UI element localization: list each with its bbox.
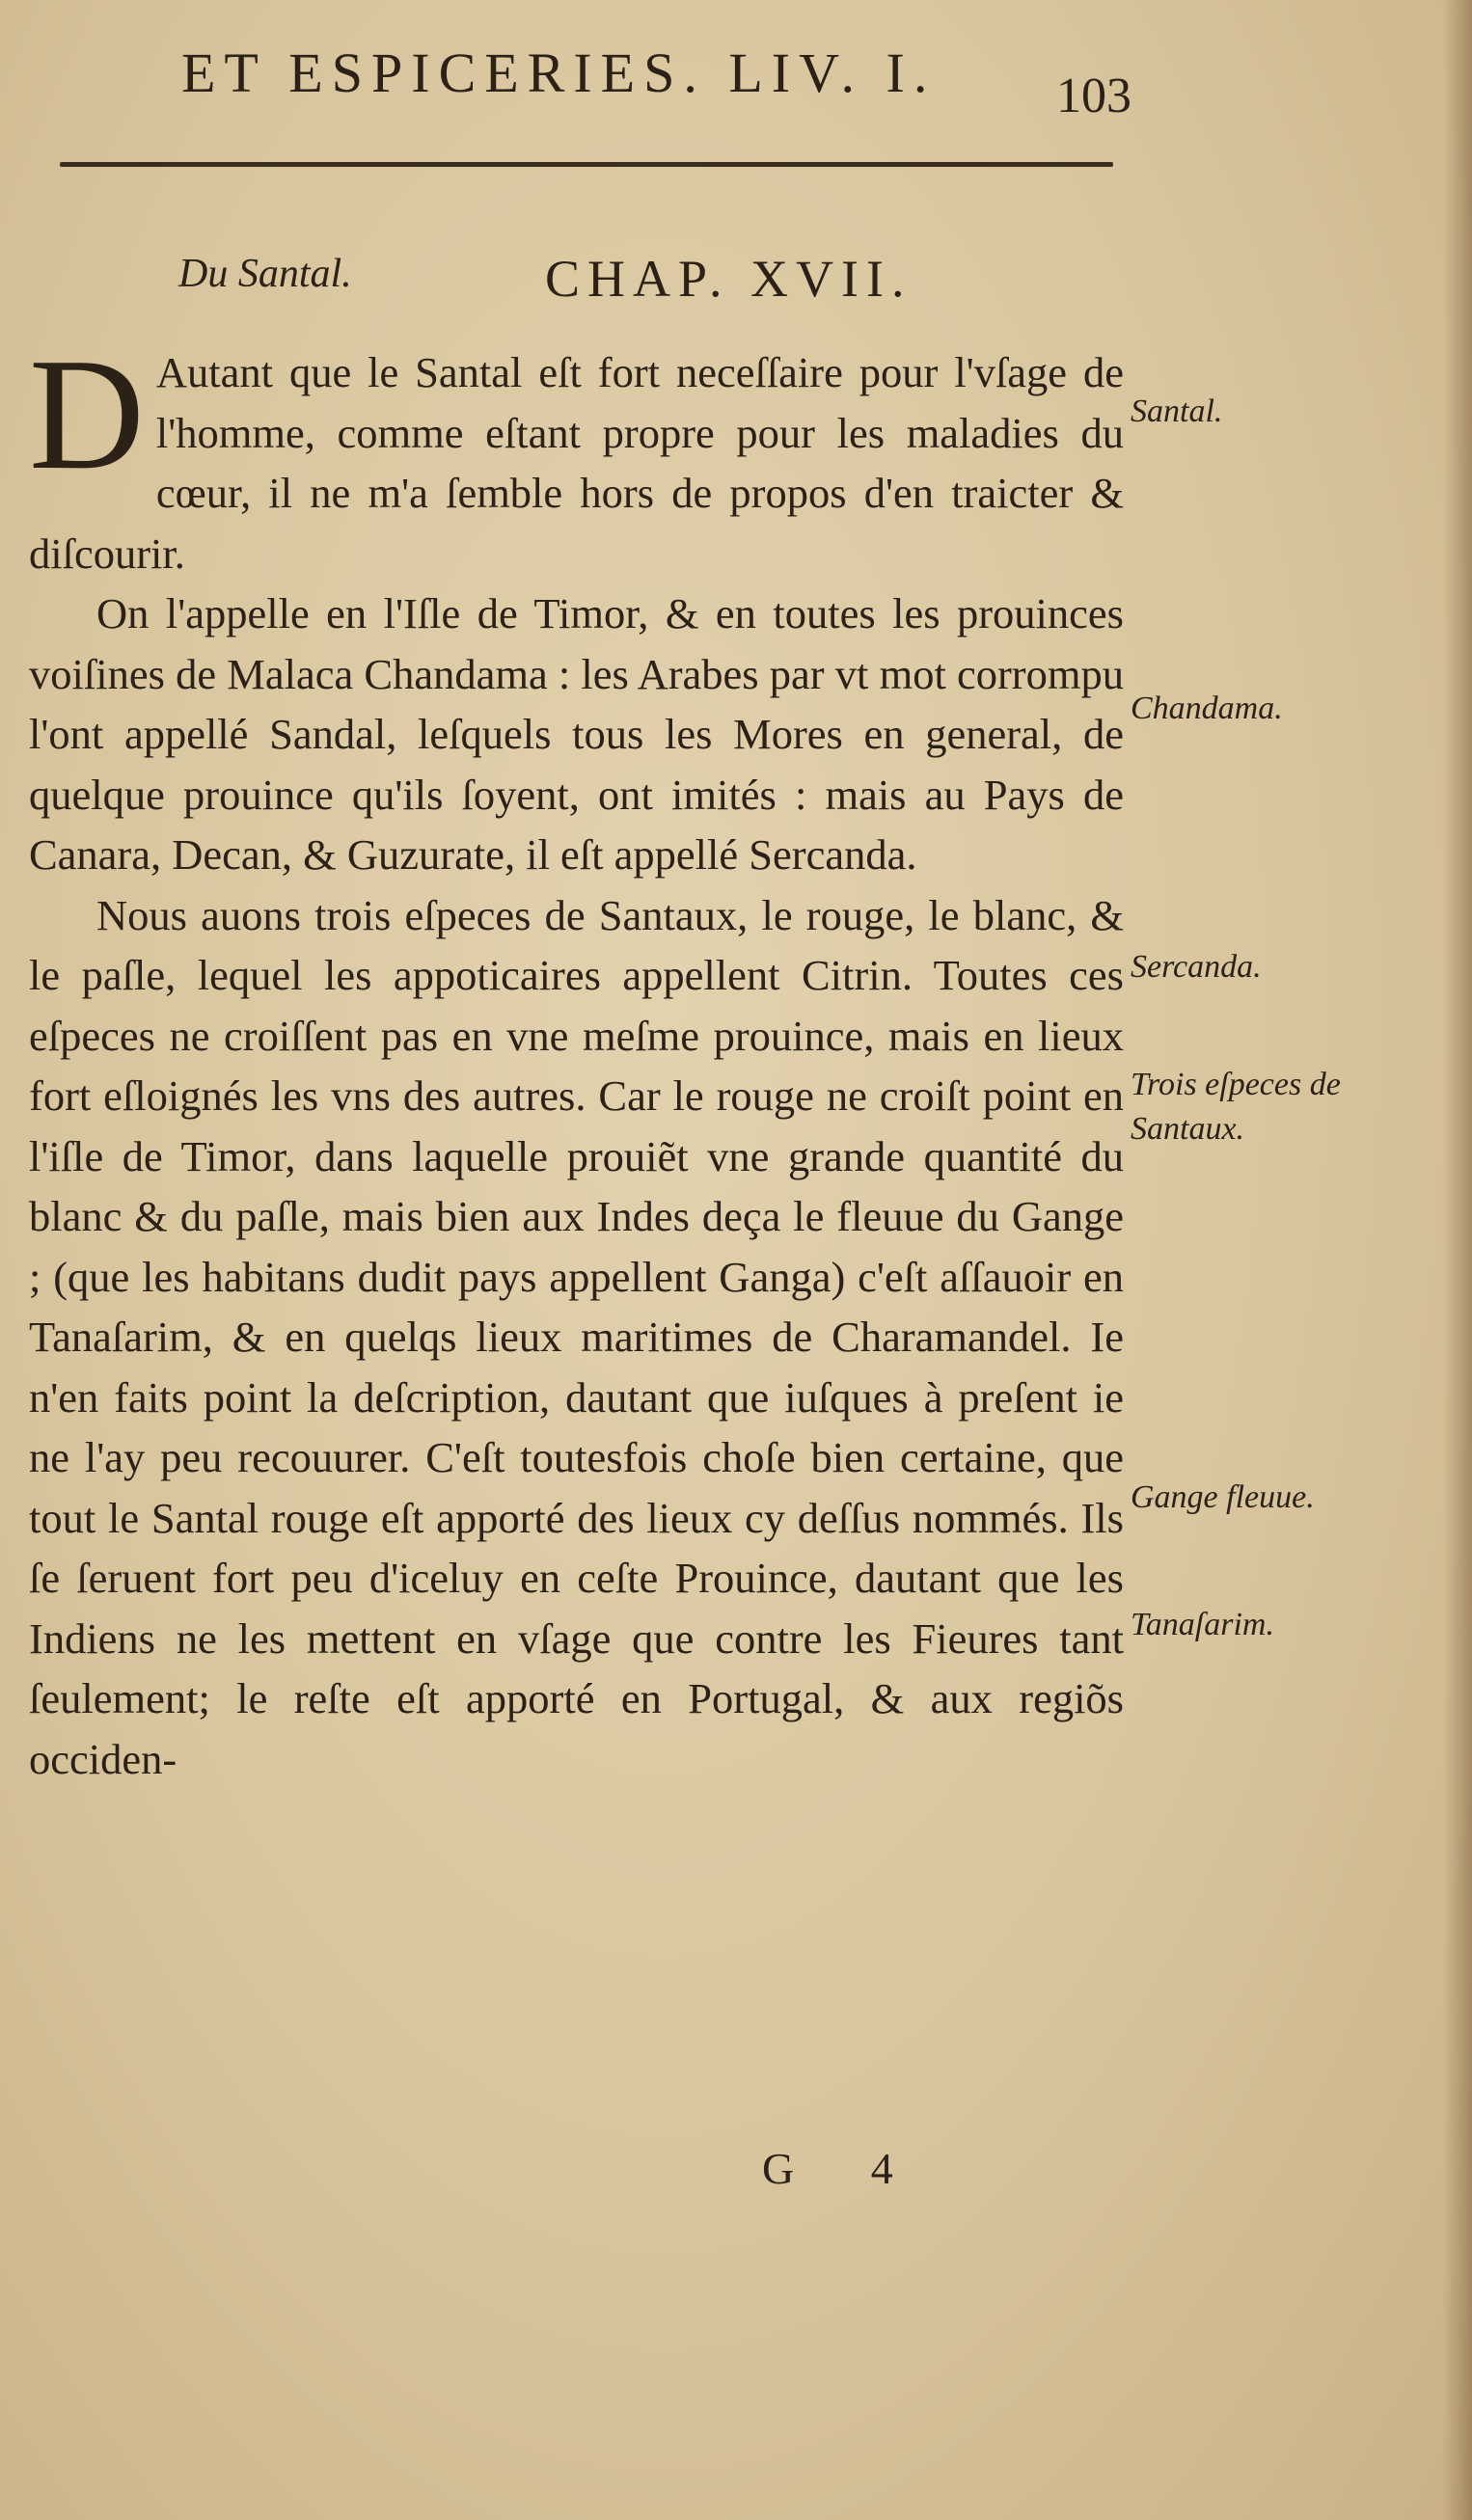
section-label: Du Santal. [178, 252, 352, 296]
paragraph-2: On l'appelle en l'Iſle de Timor, & en toutes les prouinces voiſines de Malaca Chandama : les Arabes par vt mot corrompu l'ont appellé Sandal, leſquels tous les Mores en general, de quelque prouince qu'ils ſoyent, ont imités : mais au Pays de Canara, Decan, & Guzurate, il eſt appellé Sercanda. [29, 589, 1124, 879]
margin-note-trois-especes: Trois eſpeces de Santaux. [1131, 1067, 1341, 1147]
paragraph-1-text: Autant que le Santal eſt fort neceſſaire pour l'vſage de l'homme, comme eſtant propre pour les maladies du cœur, il ne m'a ſemble hors de propos d'en traicter & diſcourir. [29, 348, 1124, 578]
margin-note-gange: Gange fleuue. [1131, 1479, 1315, 1515]
running-head: ET ESPICERIES. LIV. I. [181, 41, 937, 104]
paragraph-1 [29, 325, 1124, 583]
paragraph-3: Nous auons trois eſpeces de Santaux, le rouge, le blanc, & le paſle, lequel les appoticaires appellent Citrin. Toutes ces eſpeces ne croiſſent pas en vne meſme prouince, mais en lieux fort eſloignés les vns des autres. Car le rouge ne croiſt point en l'iſle de Timor, dans laquelle prouiẽt vne grande quantité du blanc & du paſle, mais bien aux Indes deça le fleuue du Gange ; (que les habitans dudit pays appellent Ganga) c'eſt aſſauoir en Tanaſarim, & en quelqs lieux maritimes de Charamandel. Ie n'en faits point la deſcription, dautant que iuſques à preſent ie ne l'ay peu recouurer. C'eſt toutesfois choſe bien certaine, que tout le Santal rouge eſt apporté des lieux cy deſſus nommés. Ils ſe ſeruent fort peu d'iceluy en ceſte Prouince, dautant que les Indiens ne les mettent en vſage que contre les Fieures tant ſeulement; le reſte eſt apporté en Portugal, & aux regiõs occiden- [29, 890, 1124, 1783]
main-text [29, 325, 1124, 1789]
chapter-title: CHAP. XVII. [545, 250, 913, 308]
margin-note-santal: Santal. [1131, 393, 1223, 429]
margin-note-tanasarim: Tanaſarim. [1131, 1607, 1274, 1642]
margin-note-sercanda: Sercanda. [1131, 949, 1262, 985]
page-number: 103 [1056, 68, 1131, 123]
signature-mark: G 4 [762, 2144, 926, 2193]
header-rule [60, 162, 1113, 167]
margin-note-chandama: Chandama. [1131, 691, 1283, 726]
drop-cap: D [29, 325, 145, 502]
page-edge-shadow [1443, 0, 1472, 2520]
